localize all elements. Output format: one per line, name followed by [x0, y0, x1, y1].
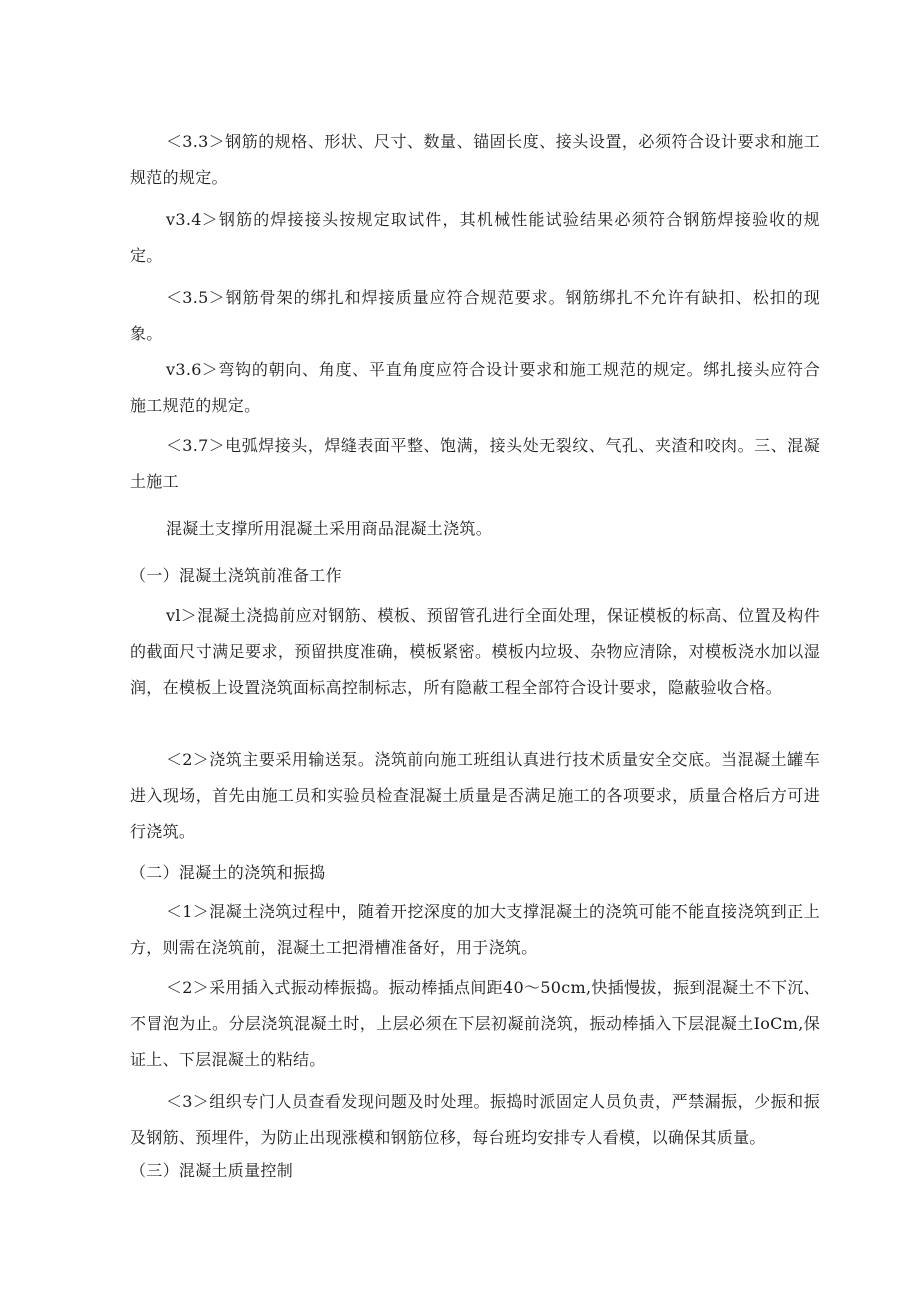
- section-heading-1: （一）混凝土浇筑前准备工作: [130, 566, 342, 585]
- paragraph-3-5: ＜3.5＞钢筋骨架的绑扎和焊接质量应符合规范要求。钢筋绑扎不允许有缺扣、松扣的现象。: [130, 288, 820, 343]
- paragraph-3-7: ＜3.7＞电弧焊接头，焊缝表面平整、饱满，接头处无裂纹、气孔、夹渣和咬肉。三、混凝土施工: [130, 436, 820, 491]
- paragraph-pour-1: ＜1＞混凝土浇筑过程中，随着开挖深度的加大支撑混凝土的浇筑可能不能直接浇筑到正上方，则需在浇筑前，混凝土工把滑槽准备好，用于浇筑。: [130, 902, 820, 957]
- section-heading-3: （三）混凝土质量控制: [130, 1161, 294, 1180]
- paragraph-pour-3: ＜3＞组织专门人员查看发现问题及时处理。振捣时派固定人员负责，严禁漏振，少振和振及钢筋、预埋件，为防止出现涨模和钢筋位移，每台班均安排专人看模，以确保其质量。: [130, 1092, 820, 1147]
- paragraph-3-3: ＜3.3＞钢筋的规格、形状、尺寸、数量、锚固长度、接头设置，必须符合设计要求和施工规范的规定。: [130, 132, 820, 187]
- paragraph-pour-2: ＜2＞采用插入式振动棒振捣。振动棒插点间距40～50cm,快插慢拔，振到混凝土不下沉、不冒泡为止。分层浇筑混凝土时，上层必须在下层初凝前浇筑，振动棒插入下层混凝土IoCm,保证上、下层混凝土的粘结。: [130, 978, 820, 1069]
- paragraph-concrete-intro: 混凝土支撑所用混凝土采用商品混凝土浇筑。: [166, 519, 493, 538]
- paragraph-prep-2: ＜2＞浇筑主要采用输送泵。浇筑前向施工班组认真进行技术质量安全交底。当混凝土罐车进入现场，首先由施工员和实验员检查混凝土质量是否满足施工的各项要求，质量合格后方可进行浇筑。: [130, 750, 820, 841]
- paragraph-prep-1: vl＞混凝土浇捣前应对钢筋、模板、预留管孔进行全面处理，保证模板的标高、位置及构件的截面尺寸满足要求，预留拱度准确，模板紧密。模板内垃圾、杂物应清除，对模板浇水加以湿润，在模板上设置浇筑面标高控制标志，所有隐蔽工程全部符合设计要求，隐蔽验收合格。: [130, 606, 820, 697]
- paragraph-3-6: v3.6＞弯钩的朝向、角度、平直角度应符合设计要求和施工规范的规定。绑扎接头应符合施工规范的规定。: [130, 360, 820, 415]
- section-heading-2: （二）混凝土的浇筑和振捣: [130, 863, 326, 882]
- paragraph-3-4: v3.4＞钢筋的焊接接头按规定取试件，其机械性能试验结果必须符合钢筋焊接验收的规定。: [130, 210, 820, 265]
